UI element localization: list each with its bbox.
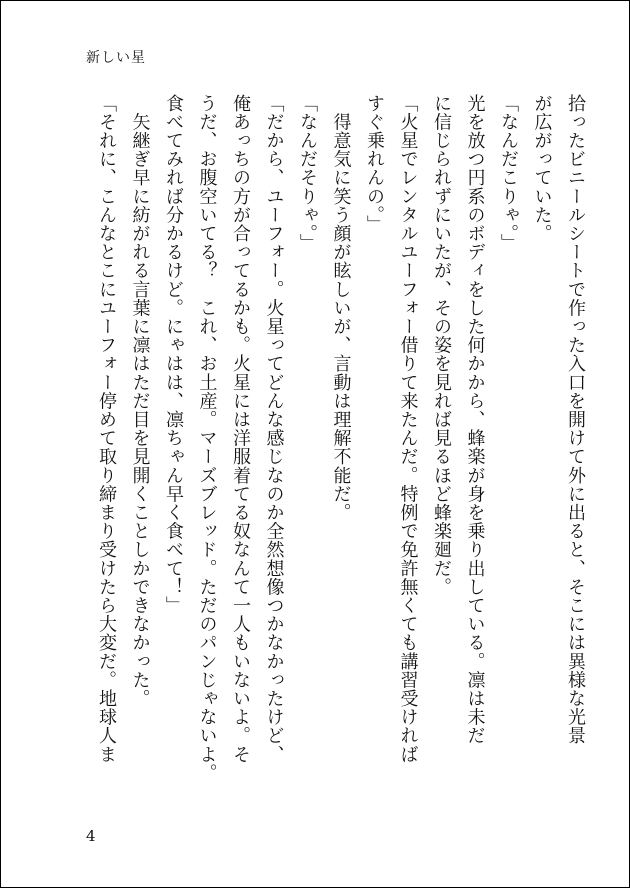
- text-line: 食べてみれば分かるけど。にゃはは、凛ちゃん早く食べて！」: [163, 94, 184, 615]
- text-line: 俺あっちの方が合ってるかも。火星には洋服着てる奴なんて一人もいないよ。そ: [230, 94, 251, 764]
- text-line: 「火星でレンタルユーフォー借りて来たんだ。特例で免許無くても講習受ければ: [397, 94, 419, 764]
- running-header-title: 新しい星: [86, 50, 146, 66]
- text-line: 拾ったビニールシートで作った入口を開けて外に出ると、そこには異様な光景: [565, 94, 586, 745]
- text-line: 「なんだこりゃ。」: [498, 94, 519, 253]
- text-line: 「それに、こんなとこにユーフォー停めて取り締まり受けたら大変だ。地球人ま: [96, 94, 117, 764]
- page-number: 4: [86, 827, 96, 845]
- text-line: うだ、お腹空いてる？ これ、お土産。マーズブレッド。ただのパンじゃないよ。: [196, 94, 218, 783]
- text-line: 矢継ぎ早に紡がれる言葉に凛はただ目を見開くことしかできなかった。: [129, 94, 151, 708]
- vertical-body-text: [72, 94, 592, 794]
- text-line: に信じられずにいたが、その姿を見れば見るほど蜂楽廻だ。: [431, 94, 452, 597]
- text-line: 「なんだそりゃ。」: [297, 94, 318, 253]
- text-line: 光を放つ円系のボディをした何かから、蜂楽が身を乗り出している。凛は未だ: [464, 94, 486, 745]
- text-line: 得意気に笑う顔が眩しいが、言動は理解不能だ。: [330, 94, 352, 522]
- text-line: 「だから、ユーフォー。火星ってどんな感じなのか全然想像つかなかったけど、: [263, 94, 285, 764]
- text-line: が広がっていた。: [531, 94, 553, 243]
- text-line: すぐ乗れんの。」: [364, 94, 385, 234]
